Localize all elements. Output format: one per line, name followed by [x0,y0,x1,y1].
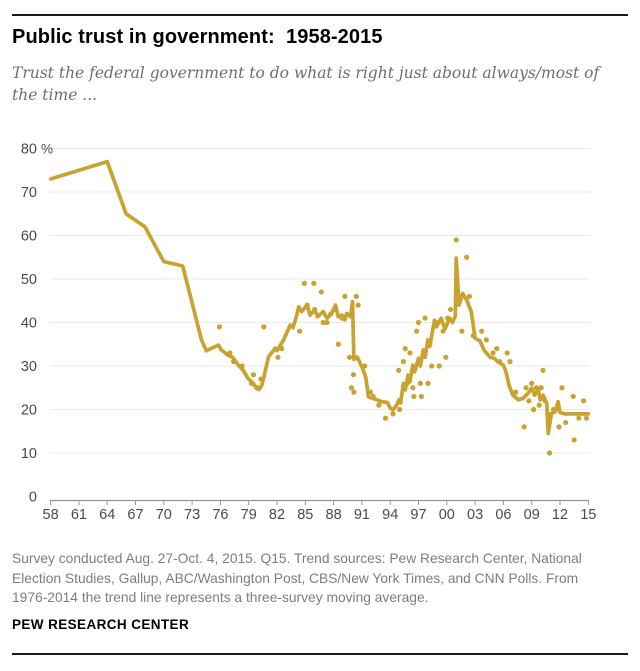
poll-dot [261,324,266,329]
poll-dot [526,398,531,403]
poll-dot [479,329,484,334]
y-axis-unit-label: % [41,141,54,157]
poll-dot [522,424,527,429]
poll-dot [411,394,416,399]
x-tick-label: 09 [523,507,540,523]
poll-dot [401,359,406,364]
y-tick-label: 40 [20,315,37,332]
poll-dot [336,342,341,347]
poll-dot [397,407,402,412]
top-rule [12,14,628,16]
y-tick-label: 70 [20,185,37,201]
poll-dot [584,416,589,421]
y-tick-label: 50 [20,272,37,288]
poll-dot [448,307,453,312]
poll-dot [505,350,510,355]
poll-dot [418,381,423,386]
x-tick-label: 67 [127,507,144,523]
poll-dot [390,411,395,416]
x-tick-label: 61 [70,507,87,523]
x-tick-label: 94 [382,507,399,523]
poll-dot [484,337,489,342]
poll-dot [490,350,495,355]
y-tick-label: 30 [20,359,37,375]
subtitle-line-1: Trust the federal government to do what is right just about always/most of [12,64,600,82]
x-tick-label: 85 [297,507,314,523]
poll-dot [217,324,222,329]
poll-dot [403,346,408,351]
x-tick-label: 82 [268,507,286,523]
poll-dot [523,385,528,390]
poll-dot [540,368,545,373]
poll-dot [416,320,421,325]
chart-subtitle [12,63,624,106]
poll-dot [429,363,434,368]
x-tick-label: 58 [42,507,59,523]
x-tick-label: 79 [240,507,257,523]
poll-dot [419,394,424,399]
y-tick-label: 80 [20,141,37,158]
poll-dot [351,390,356,395]
poll-dot [396,368,401,373]
poll-dot [425,381,430,386]
poll-dot [529,381,534,386]
poll-dot [572,437,577,442]
y-tick-label: 60 [20,228,37,245]
x-tick-label: 97 [410,507,427,523]
poll-dot [376,403,381,408]
poll-dot [407,350,412,355]
x-tick-label: 88 [325,507,342,523]
poll-dot [410,385,415,390]
poll-dot [319,289,324,294]
poll-dot [423,316,428,321]
poll-dot [297,329,302,334]
y-tick-label: 0 [28,489,37,506]
subtitle-line-2: the time ... [12,85,98,104]
x-tick-label: 03 [467,507,484,523]
x-tick-label: 64 [99,507,116,523]
bottom-rule [12,653,628,655]
poll-dot [507,359,512,364]
poll-dot [342,294,347,299]
poll-dot [563,420,568,425]
source-attribution: PEW RESEARCH CENTER [12,617,190,632]
poll-dot [556,424,561,429]
x-tick-label: 76 [212,507,229,523]
page-title: Public trust in government: 1958-2015 [12,26,383,48]
poll-dot [356,303,361,308]
poll-dot [547,450,552,455]
poll-dot [354,294,359,299]
poll-dot [494,346,499,351]
survey-note [12,549,626,608]
poll-dot [251,372,256,377]
poll-dot [443,355,448,360]
poll-dot [464,255,469,260]
x-tick-label: 06 [495,507,512,523]
x-tick-label: 12 [551,507,569,523]
poll-dot [581,398,586,403]
poll-dot [576,416,581,421]
x-tick-label: 15 [580,507,597,523]
note-line-2: Election Studies, Gallup, ABC/Washington Post, CBS/New York Times, and CNN Polls. From [12,570,579,586]
chart-area [0,128,640,528]
poll-dot [311,281,316,286]
y-tick-label: 10 [20,446,37,462]
poll-dot [414,329,419,334]
x-tick-label: 91 [353,507,370,523]
poll-dot [302,281,307,286]
poll-dot [454,237,459,242]
poll-dot [559,385,564,390]
x-tick-label: 70 [155,507,172,523]
note-line-1: Survey conducted Aug. 27-Oct. 4, 2015. Q15. Trend sources: Pew Research Center, National [12,551,582,566]
x-tick-label: 73 [184,507,201,523]
poll-dot [347,355,352,360]
poll-dot [275,355,280,360]
trend-line [51,162,589,434]
poll-dot [437,363,442,368]
poll-dot [537,403,542,408]
note-line-3: 1976-2014 the trend line represents a three-survey moving average. [12,590,429,605]
poll-dot [459,329,464,334]
trust-chart [0,128,640,528]
poll-dot [571,394,576,399]
poll-dot [531,407,536,412]
x-tick-label: 00 [438,507,455,523]
poll-dot [383,416,388,421]
poll-dot [351,372,356,377]
poll-dot [324,320,329,325]
y-tick-label: 20 [20,402,37,419]
